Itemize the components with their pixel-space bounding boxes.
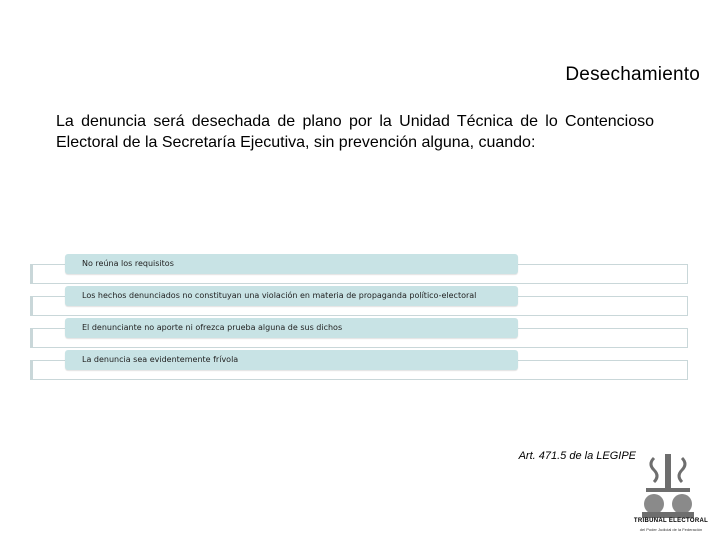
intro-paragraph: La denuncia será desechada de plano por la Unidad Técnica de lo Contencioso Electoral de la Secretaría Ejecutiva, sin prevención alguna, cuando: xyxy=(56,113,654,151)
logo-name: TRIBUNAL ELECTORAL xyxy=(633,518,709,524)
slide-title: Desechamiento xyxy=(565,64,700,85)
item-label: El denunciante no aporte ni ofrezca prueba alguna de sus dichos xyxy=(82,323,343,332)
logo-subtitle: del Poder Judicial de la Federación xyxy=(639,527,703,532)
criteria-list xyxy=(0,252,720,382)
legal-reference: Art. 471.5 de la LEGIPE xyxy=(518,450,636,462)
list-item xyxy=(0,318,720,342)
item-label: No reúna los requisitos xyxy=(82,259,174,268)
item-label: Los hechos denunciados no constituyan una violación en materia de propaganda político-electoral xyxy=(82,291,477,300)
list-item xyxy=(0,254,720,278)
list-item xyxy=(0,350,720,374)
item-label: La denuncia sea evidentemente frívola xyxy=(82,355,239,364)
list-item xyxy=(0,286,720,310)
